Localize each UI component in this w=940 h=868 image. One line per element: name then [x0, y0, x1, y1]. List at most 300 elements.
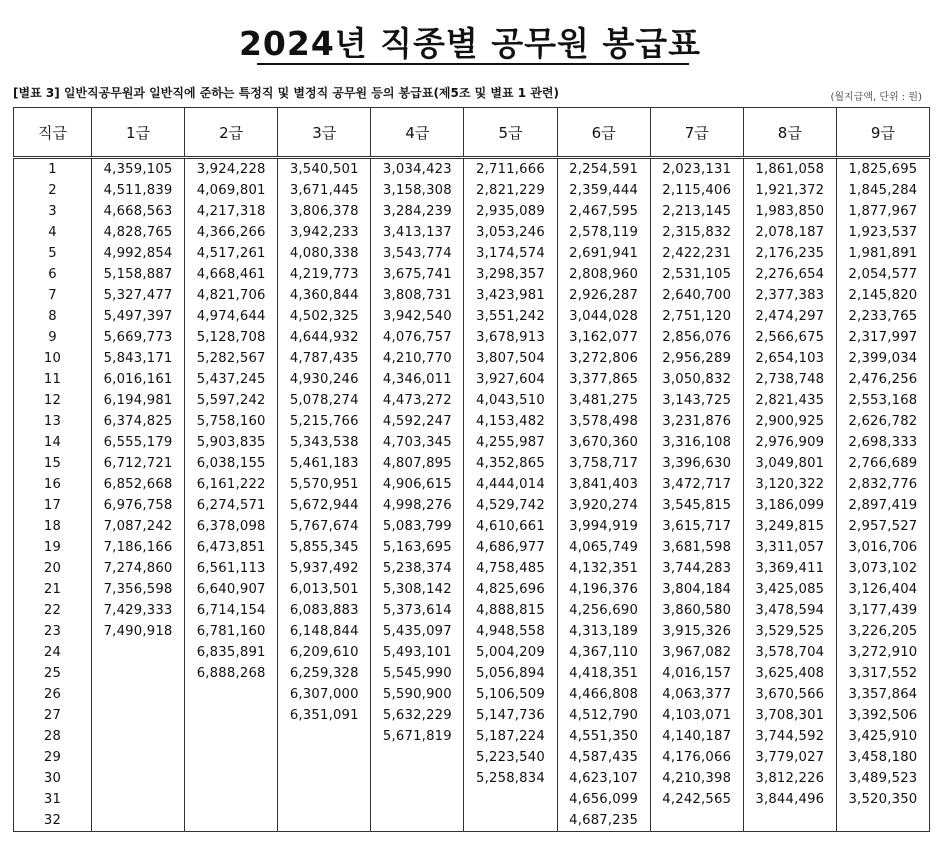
- table-row: [14, 726, 930, 747]
- salary-cell: 3,744,592: [743, 726, 836, 747]
- salary-cell: 4,076,757: [371, 327, 464, 348]
- salary-cell: 2,377,383: [743, 285, 836, 306]
- salary-cell: [92, 705, 185, 726]
- salary-cell: 6,976,758: [92, 495, 185, 516]
- table-row: [14, 600, 930, 621]
- salary-cell: 3,284,239: [371, 201, 464, 222]
- salary-cell: 2,023,131: [650, 158, 743, 181]
- salary-cell: 3,174,574: [464, 243, 557, 264]
- salary-cell: 2,856,076: [650, 327, 743, 348]
- salary-cell: 5,632,229: [371, 705, 464, 726]
- step-cell: 13: [14, 411, 92, 432]
- salary-cell: 2,654,103: [743, 348, 836, 369]
- salary-cell: 4,242,565: [650, 789, 743, 810]
- salary-cell: 3,804,184: [650, 579, 743, 600]
- salary-cell: 6,561,113: [185, 558, 278, 579]
- salary-cell: 3,396,630: [650, 453, 743, 474]
- step-cell: 7: [14, 285, 92, 306]
- salary-cell: 3,143,725: [650, 390, 743, 411]
- salary-cell: 4,888,815: [464, 600, 557, 621]
- salary-cell: 3,678,913: [464, 327, 557, 348]
- header-grade-8: 8급: [743, 108, 836, 158]
- step-cell: 2: [14, 180, 92, 201]
- salary-cell: 4,930,246: [278, 369, 371, 390]
- step-cell: 26: [14, 684, 92, 705]
- step-cell: 22: [14, 600, 92, 621]
- table-row: [14, 495, 930, 516]
- page-title: 2024년 직종별 공무원 봉급표: [238, 24, 702, 63]
- header-grade-2: 2급: [185, 108, 278, 158]
- table-row: [14, 705, 930, 726]
- salary-cell: 3,967,082: [650, 642, 743, 663]
- salary-cell: 4,502,325: [278, 306, 371, 327]
- salary-cell: 3,186,099: [743, 495, 836, 516]
- salary-cell: 2,766,689: [836, 453, 929, 474]
- salary-cell: 4,610,661: [464, 516, 557, 537]
- salary-cell: 3,231,876: [650, 411, 743, 432]
- salary-cell: 4,906,615: [371, 474, 464, 495]
- table-row: [14, 558, 930, 579]
- header-grade-7: 7급: [650, 108, 743, 158]
- salary-cell: 4,219,773: [278, 264, 371, 285]
- salary-cell: [371, 810, 464, 832]
- salary-cell: 3,942,233: [278, 222, 371, 243]
- salary-cell: 3,681,598: [650, 537, 743, 558]
- salary-cell: 2,808,960: [557, 264, 650, 285]
- salary-cell: 5,758,160: [185, 411, 278, 432]
- step-cell: 15: [14, 453, 92, 474]
- step-cell: 10: [14, 348, 92, 369]
- salary-cell: 5,570,951: [278, 474, 371, 495]
- salary-cell: 2,900,925: [743, 411, 836, 432]
- salary-cell: 5,282,567: [185, 348, 278, 369]
- salary-cell: 3,670,566: [743, 684, 836, 705]
- salary-cell: 6,888,268: [185, 663, 278, 684]
- salary-cell: 4,517,261: [185, 243, 278, 264]
- salary-cell: 2,176,235: [743, 243, 836, 264]
- salary-cell: 7,429,333: [92, 600, 185, 621]
- salary-cell: 6,161,222: [185, 474, 278, 495]
- salary-cell: 2,897,419: [836, 495, 929, 516]
- salary-cell: 2,276,654: [743, 264, 836, 285]
- table-row: [14, 453, 930, 474]
- salary-cell: 3,226,205: [836, 621, 929, 642]
- salary-cell: 4,998,276: [371, 495, 464, 516]
- salary-cell: [278, 810, 371, 832]
- salary-cell: 3,413,137: [371, 222, 464, 243]
- salary-cell: 5,187,224: [464, 726, 557, 747]
- salary-cell: [92, 789, 185, 810]
- salary-cell: 3,758,717: [557, 453, 650, 474]
- salary-cell: 4,466,808: [557, 684, 650, 705]
- salary-cell: 6,835,891: [185, 642, 278, 663]
- salary-cell: 6,374,825: [92, 411, 185, 432]
- salary-cell: 3,016,706: [836, 537, 929, 558]
- salary-cell: 4,210,398: [650, 768, 743, 789]
- salary-cell: 5,158,887: [92, 264, 185, 285]
- salary-cell: 3,458,180: [836, 747, 929, 768]
- salary-cell: 4,529,742: [464, 495, 557, 516]
- salary-cell: 4,063,377: [650, 684, 743, 705]
- salary-cell: 6,274,571: [185, 495, 278, 516]
- table-body: [14, 158, 930, 832]
- salary-cell: 2,821,229: [464, 180, 557, 201]
- salary-cell: 6,781,160: [185, 621, 278, 642]
- salary-cell: 6,473,851: [185, 537, 278, 558]
- salary-cell: 3,779,027: [743, 747, 836, 768]
- salary-cell: 4,065,749: [557, 537, 650, 558]
- salary-cell: 6,259,328: [278, 663, 371, 684]
- salary-cell: [650, 810, 743, 832]
- table-row: [14, 537, 930, 558]
- salary-cell: 5,767,674: [278, 516, 371, 537]
- salary-cell: 5,672,944: [278, 495, 371, 516]
- step-cell: 20: [14, 558, 92, 579]
- salary-cell: 3,942,540: [371, 306, 464, 327]
- salary-cell: 5,597,242: [185, 390, 278, 411]
- step-cell: 28: [14, 726, 92, 747]
- salary-cell: 2,474,297: [743, 306, 836, 327]
- salary-cell: [92, 684, 185, 705]
- salary-cell: 3,298,357: [464, 264, 557, 285]
- salary-cell: [278, 726, 371, 747]
- salary-cell: 6,013,501: [278, 579, 371, 600]
- salary-cell: 3,489,523: [836, 768, 929, 789]
- salary-cell: 5,056,894: [464, 663, 557, 684]
- table-row: [14, 306, 930, 327]
- salary-cell: 6,712,721: [92, 453, 185, 474]
- salary-cell: 2,422,231: [650, 243, 743, 264]
- salary-cell: 6,555,179: [92, 432, 185, 453]
- step-cell: 31: [14, 789, 92, 810]
- salary-cell: 1,845,284: [836, 180, 929, 201]
- salary-cell: 5,004,209: [464, 642, 557, 663]
- salary-cell: 3,543,774: [371, 243, 464, 264]
- salary-cell: 5,671,819: [371, 726, 464, 747]
- step-cell: 27: [14, 705, 92, 726]
- table-row: [14, 348, 930, 369]
- salary-cell: 4,592,247: [371, 411, 464, 432]
- table-row: [14, 158, 930, 181]
- salary-cell: 3,316,108: [650, 432, 743, 453]
- salary-cell: 3,808,731: [371, 285, 464, 306]
- salary-cell: [371, 768, 464, 789]
- unit-note: (월지급액, 단위 : 원): [830, 92, 922, 103]
- step-cell: 16: [14, 474, 92, 495]
- salary-cell: [278, 747, 371, 768]
- salary-cell: 3,625,408: [743, 663, 836, 684]
- salary-cell: 3,551,242: [464, 306, 557, 327]
- salary-cell: [185, 789, 278, 810]
- title-underline: [257, 63, 689, 65]
- salary-cell: 2,553,168: [836, 390, 929, 411]
- step-cell: 4: [14, 222, 92, 243]
- salary-cell: 1,921,372: [743, 180, 836, 201]
- salary-cell: 6,148,844: [278, 621, 371, 642]
- step-cell: 5: [14, 243, 92, 264]
- step-cell: 9: [14, 327, 92, 348]
- step-cell: 12: [14, 390, 92, 411]
- salary-cell: 3,249,815: [743, 516, 836, 537]
- salary-cell: 5,497,397: [92, 306, 185, 327]
- salary-cell: 3,841,403: [557, 474, 650, 495]
- salary-cell: 2,213,145: [650, 201, 743, 222]
- salary-cell: 3,671,445: [278, 180, 371, 201]
- salary-cell: 5,493,101: [371, 642, 464, 663]
- step-cell: 24: [14, 642, 92, 663]
- salary-cell: 6,351,091: [278, 705, 371, 726]
- salary-cell: 2,926,287: [557, 285, 650, 306]
- salary-cell: [185, 747, 278, 768]
- salary-cell: 4,828,765: [92, 222, 185, 243]
- salary-cell: 2,956,289: [650, 348, 743, 369]
- salary-cell: 6,038,155: [185, 453, 278, 474]
- salary-cell: 7,274,860: [92, 558, 185, 579]
- salary-cell: 3,162,077: [557, 327, 650, 348]
- step-cell: 1: [14, 158, 92, 181]
- salary-cell: 3,860,580: [650, 600, 743, 621]
- salary-cell: 5,083,799: [371, 516, 464, 537]
- salary-cell: 2,626,782: [836, 411, 929, 432]
- salary-cell: 3,272,910: [836, 642, 929, 663]
- salary-cell: 3,034,423: [371, 158, 464, 181]
- salary-cell: 6,378,098: [185, 516, 278, 537]
- table-row: [14, 201, 930, 222]
- salary-cell: 4,807,895: [371, 453, 464, 474]
- salary-cell: 2,399,034: [836, 348, 929, 369]
- salary-cell: 4,418,351: [557, 663, 650, 684]
- salary-cell: [371, 747, 464, 768]
- salary-cell: 4,703,345: [371, 432, 464, 453]
- table-row: [14, 285, 930, 306]
- salary-cell: 3,049,801: [743, 453, 836, 474]
- table-row: [14, 390, 930, 411]
- step-cell: 23: [14, 621, 92, 642]
- salary-cell: 2,359,444: [557, 180, 650, 201]
- salary-cell: 3,044,028: [557, 306, 650, 327]
- step-cell: 8: [14, 306, 92, 327]
- salary-cell: 5,223,540: [464, 747, 557, 768]
- salary-cell: 4,367,110: [557, 642, 650, 663]
- header-grade-6: 6급: [557, 108, 650, 158]
- salary-cell: 2,054,577: [836, 264, 929, 285]
- salary-cell: 3,423,981: [464, 285, 557, 306]
- salary-cell: 4,360,844: [278, 285, 371, 306]
- salary-cell: 4,255,987: [464, 432, 557, 453]
- salary-cell: 4,103,071: [650, 705, 743, 726]
- salary-cell: 3,472,717: [650, 474, 743, 495]
- salary-cell: 4,016,157: [650, 663, 743, 684]
- salary-cell: 4,512,790: [557, 705, 650, 726]
- salary-cell: 3,317,552: [836, 663, 929, 684]
- salary-cell: 2,476,256: [836, 369, 929, 390]
- salary-cell: [836, 810, 929, 832]
- salary-cell: 5,147,736: [464, 705, 557, 726]
- table-row: [14, 621, 930, 642]
- salary-cell: 3,177,439: [836, 600, 929, 621]
- salary-cell: [743, 810, 836, 832]
- salary-cell: [185, 810, 278, 832]
- salary-cell: 2,317,997: [836, 327, 929, 348]
- salary-cell: 4,511,839: [92, 180, 185, 201]
- salary-cell: 2,976,909: [743, 432, 836, 453]
- salary-cell: 5,903,835: [185, 432, 278, 453]
- salary-cell: 1,923,537: [836, 222, 929, 243]
- salary-cell: 2,832,776: [836, 474, 929, 495]
- table-row: [14, 264, 930, 285]
- salary-cell: 7,087,242: [92, 516, 185, 537]
- step-cell: 30: [14, 768, 92, 789]
- salary-cell: 4,153,482: [464, 411, 557, 432]
- salary-cell: 5,128,708: [185, 327, 278, 348]
- salary-cell: 3,915,326: [650, 621, 743, 642]
- table-caption: [별표 3] 일반직공무원과 일반직에 준하는 특정직 및 별정직 공무원 등의 봉급표(제5조 및 별표 1 관련): [13, 86, 559, 100]
- salary-cell: 3,920,274: [557, 495, 650, 516]
- salary-cell: 3,357,864: [836, 684, 929, 705]
- step-cell: 32: [14, 810, 92, 832]
- salary-cell: 4,821,706: [185, 285, 278, 306]
- header-grade-1: 1급: [92, 108, 185, 158]
- salary-cell: 4,644,932: [278, 327, 371, 348]
- salary-cell: 6,016,161: [92, 369, 185, 390]
- step-cell: 3: [14, 201, 92, 222]
- salary-cell: 3,377,865: [557, 369, 650, 390]
- salary-cell: 2,738,748: [743, 369, 836, 390]
- salary-cell: [92, 747, 185, 768]
- salary-cell: 3,545,815: [650, 495, 743, 516]
- salary-cell: 4,352,865: [464, 453, 557, 474]
- salary-cell: 5,855,345: [278, 537, 371, 558]
- salary-cell: [185, 768, 278, 789]
- salary-cell: 3,807,504: [464, 348, 557, 369]
- table-row: [14, 411, 930, 432]
- salary-cell: 5,258,834: [464, 768, 557, 789]
- step-cell: 29: [14, 747, 92, 768]
- salary-cell: 3,924,228: [185, 158, 278, 181]
- step-cell: 21: [14, 579, 92, 600]
- salary-cell: [464, 789, 557, 810]
- salary-cell: 3,481,275: [557, 390, 650, 411]
- salary-cell: 2,566,675: [743, 327, 836, 348]
- salary-cell: 6,307,000: [278, 684, 371, 705]
- salary-cell: 4,587,435: [557, 747, 650, 768]
- salary-cell: 3,120,322: [743, 474, 836, 495]
- step-cell: 6: [14, 264, 92, 285]
- salary-cell: 4,256,690: [557, 600, 650, 621]
- salary-cell: 2,935,089: [464, 201, 557, 222]
- table-row: [14, 768, 930, 789]
- step-cell: 11: [14, 369, 92, 390]
- header-grade-4: 4급: [371, 108, 464, 158]
- salary-cell: 3,311,057: [743, 537, 836, 558]
- salary-cell: 3,927,604: [464, 369, 557, 390]
- salary-cell: 5,669,773: [92, 327, 185, 348]
- step-cell: 14: [14, 432, 92, 453]
- salary-cell: 5,343,538: [278, 432, 371, 453]
- header-grade-3: 3급: [278, 108, 371, 158]
- table-row: [14, 474, 930, 495]
- salary-cell: 4,176,066: [650, 747, 743, 768]
- salary-cell: 2,578,119: [557, 222, 650, 243]
- salary-cell: [92, 768, 185, 789]
- salary-cell: 4,444,014: [464, 474, 557, 495]
- salary-cell: [278, 789, 371, 810]
- salary-cell: 3,670,360: [557, 432, 650, 453]
- salary-cell: 2,467,595: [557, 201, 650, 222]
- header-grade-step: 직급: [14, 108, 92, 158]
- salary-cell: 3,578,704: [743, 642, 836, 663]
- table-row: [14, 327, 930, 348]
- salary-cell: 4,080,338: [278, 243, 371, 264]
- salary-cell: 6,714,154: [185, 600, 278, 621]
- table-row: [14, 663, 930, 684]
- salary-cell: 2,145,820: [836, 285, 929, 306]
- salary-cell: 5,215,766: [278, 411, 371, 432]
- salary-cell: 5,308,142: [371, 579, 464, 600]
- salary-cell: 4,132,351: [557, 558, 650, 579]
- salary-cell: 2,315,832: [650, 222, 743, 243]
- salary-cell: 2,691,941: [557, 243, 650, 264]
- salary-cell: [185, 684, 278, 705]
- salary-cell: 3,844,496: [743, 789, 836, 810]
- salary-cell: 3,744,283: [650, 558, 743, 579]
- salary-cell: 4,551,350: [557, 726, 650, 747]
- table-header-row: [14, 108, 930, 158]
- salary-cell: 4,974,644: [185, 306, 278, 327]
- salary-cell: 4,217,318: [185, 201, 278, 222]
- step-cell: 19: [14, 537, 92, 558]
- salary-cell: 5,238,374: [371, 558, 464, 579]
- salary-cell: 3,425,085: [743, 579, 836, 600]
- salary-cell: 3,158,308: [371, 180, 464, 201]
- salary-cell: 2,698,333: [836, 432, 929, 453]
- salary-cell: 4,196,376: [557, 579, 650, 600]
- salary-cell: 3,708,301: [743, 705, 836, 726]
- salary-cell: 5,937,492: [278, 558, 371, 579]
- salary-cell: 4,668,563: [92, 201, 185, 222]
- salary-cell: [92, 726, 185, 747]
- salary-cell: 3,520,350: [836, 789, 929, 810]
- salary-cell: 3,578,498: [557, 411, 650, 432]
- salary-cell: 5,435,097: [371, 621, 464, 642]
- salary-cell: 4,313,189: [557, 621, 650, 642]
- salary-cell: 4,992,854: [92, 243, 185, 264]
- table-row: [14, 684, 930, 705]
- salary-cell: 4,043,510: [464, 390, 557, 411]
- salary-cell: 3,806,378: [278, 201, 371, 222]
- salary-cell: 6,083,883: [278, 600, 371, 621]
- salary-cell: 6,209,610: [278, 642, 371, 663]
- salary-cell: 1,825,695: [836, 158, 929, 181]
- salary-cell: [92, 663, 185, 684]
- table-row: [14, 642, 930, 663]
- salary-cell: 4,140,187: [650, 726, 743, 747]
- salary-cell: 5,327,477: [92, 285, 185, 306]
- salary-cell: 6,852,668: [92, 474, 185, 495]
- salary-cell: 3,615,717: [650, 516, 743, 537]
- step-cell: 18: [14, 516, 92, 537]
- step-cell: 17: [14, 495, 92, 516]
- salary-cell: 7,186,166: [92, 537, 185, 558]
- salary-cell: 6,640,907: [185, 579, 278, 600]
- table-row: [14, 789, 930, 810]
- salary-cell: 5,461,183: [278, 453, 371, 474]
- table-row: [14, 222, 930, 243]
- salary-cell: 3,050,832: [650, 369, 743, 390]
- salary-cell: [92, 642, 185, 663]
- salary-cell: 4,346,011: [371, 369, 464, 390]
- salary-cell: 4,787,435: [278, 348, 371, 369]
